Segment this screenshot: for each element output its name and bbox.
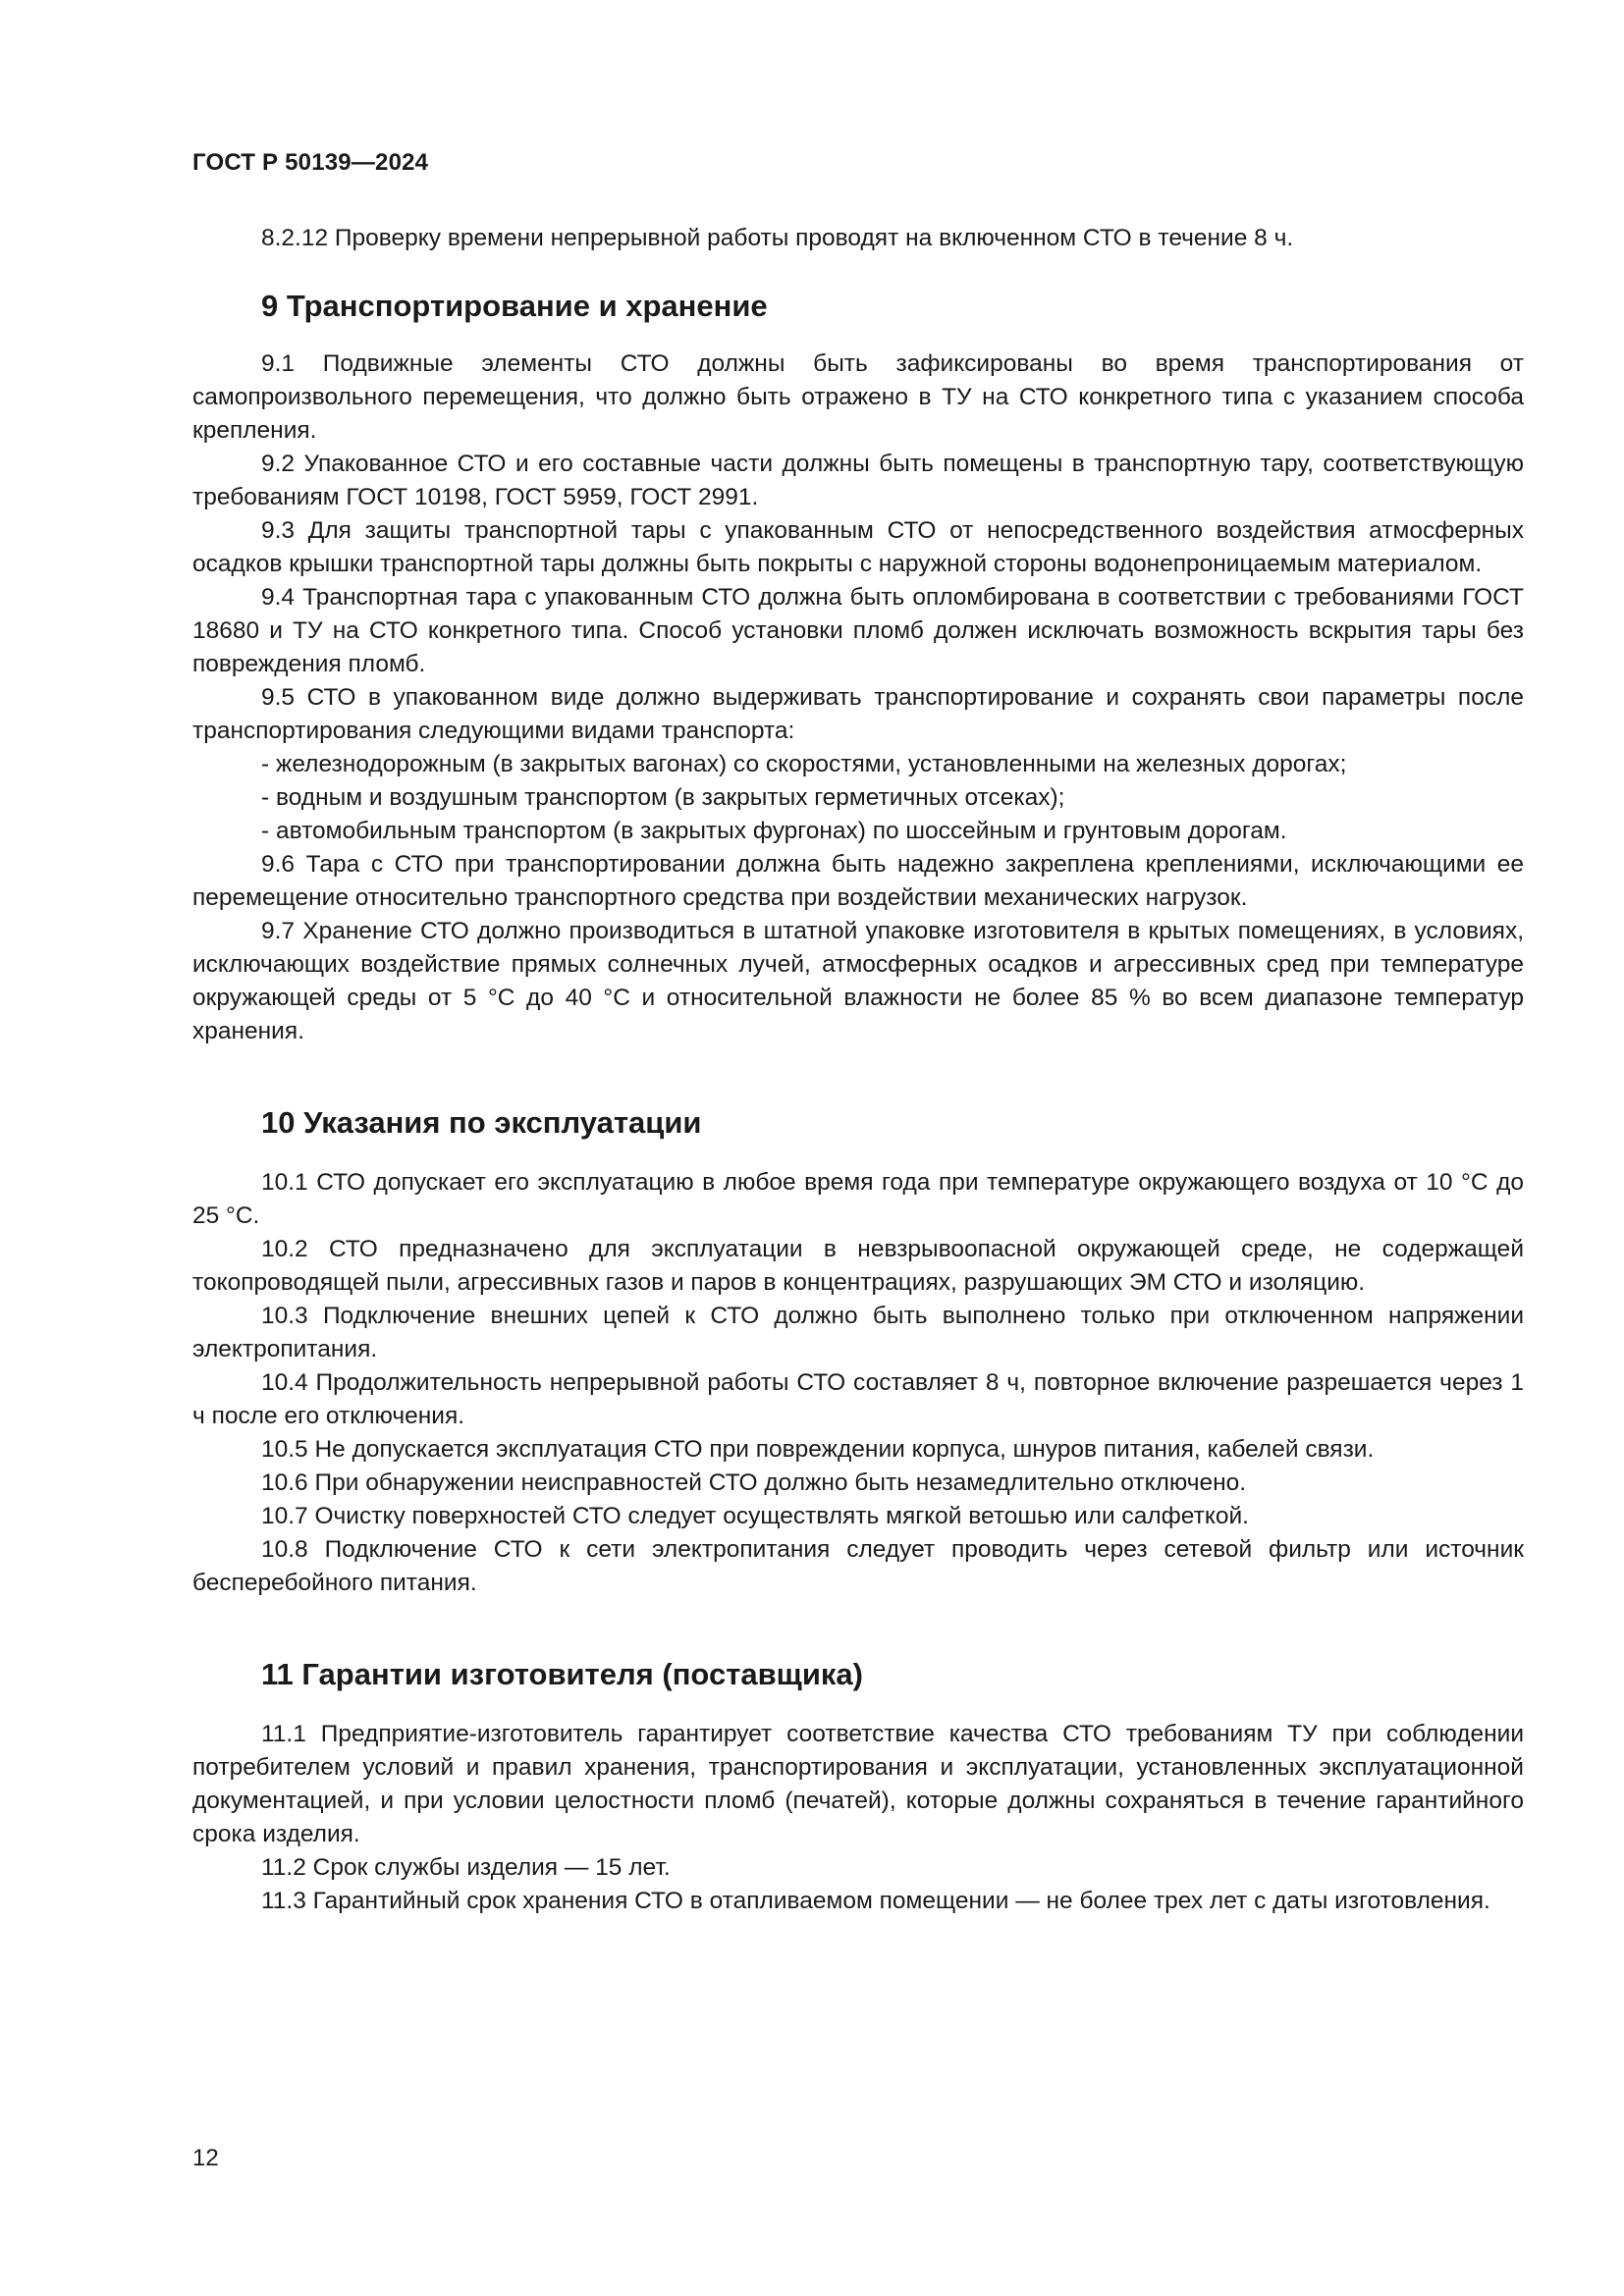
paragraph-10-1: 10.1 СТО допускает его эксплуатацию в любое время года при температуре окружающего воздуха от 10 °С до 25 °С.	[192, 1169, 1524, 1229]
paragraph-10-3: 10.3 Подключение внешних цепей к СТО должно быть выполнено только при отключенном напряжении электропитания.	[192, 1303, 1524, 1362]
paragraph-9-4: 9.4 Транспортная тара с упакованным СТО должна быть опломбирована в соответствии с требованиями ГОСТ 18680 и ТУ на СТО конкретного типа. Способ установки пломб должен исключать возможность вскрытия тары без повреждения пломб.	[192, 584, 1524, 677]
list-item-rail: - железнодорожным (в закрытых вагонах) со скоростями, установленными на железных дорогах;	[261, 751, 1347, 777]
paragraph-10-8: 10.8 Подключение СТО к сети электропитания следует проводить через сетевой фильтр или источник бесперебойного питания.	[192, 1536, 1524, 1596]
standard-designation: ГОСТ Р 50139—2024	[192, 149, 429, 176]
section-11-heading: 11 Гарантии изготовителя (поставщика)	[261, 1657, 863, 1691]
paragraph-9-7: 9.7 Хранение СТО должно производиться в штатной упаковке изготовителя в крытых помещениях, в условиях, исключающих воздействие прямых солнечных лучей, атмосферных осадков и агрессивных сред при температуре окружающей среды от 5 °С до 40 °С и относительной влажности не более 85 % во всем диапазоне температур хранения.	[192, 918, 1524, 1044]
paragraph-10-4: 10.4 Продолжительность непрерывной работы СТО составляет 8 ч, повторное включение разрешается через 1 ч после его отключения.	[192, 1369, 1524, 1429]
paragraph-11-2: 11.2 Срок службы изделия — 15 лет.	[261, 1854, 671, 1881]
paragraph-10-7: 10.7 Очистку поверхностей СТО следует осуществлять мягкой ветошью или салфеткой.	[261, 1503, 1249, 1529]
paragraph-10-6: 10.6 При обнаружении неисправностей СТО должно быть незамедлительно отключено.	[261, 1469, 1247, 1496]
paragraph-11-3: 11.3 Гарантийный срок хранения СТО в отапливаемом помещении — не более трех лет с даты изготовления.	[261, 1888, 1490, 1914]
list-item-road: - автомобильным транспортом (в закрытых фургонах) по шоссейным и грунтовым дорогам.	[261, 818, 1287, 844]
paragraph-9-5: 9.5 СТО в упакованном виде должно выдерживать транспортирование и сохранять свои параметры после транспортирования следующими видами транспорта:	[192, 684, 1524, 744]
page-number: 12	[192, 2145, 219, 2171]
paragraph-10-2: 10.2 СТО предназначено для эксплуатации в невзрывоопасной окружающей среде, не содержащей токопроводящей пыли, агрессивных газов и паров в концентрациях, разрушающих ЭМ СТО и изоляцию.	[192, 1236, 1524, 1296]
section-10-heading: 10 Указания по эксплуатации	[261, 1105, 702, 1140]
document-body	[192, 222, 1524, 1918]
list-item-water-air: - водным и воздушным транспортом (в закрытых герметичных отсеках);	[261, 784, 1065, 811]
paragraph-8-2-12: 8.2.12 Проверку времени непрерывной работы проводят на включенном СТО в течение 8 ч.	[261, 225, 1294, 251]
paragraph-9-6: 9.6 Тара с СТО при транспортировании должна быть надежно закреплена креплениями, исключающими ее перемещение относительно транспортного средства при воздействии механических нагрузок.	[192, 851, 1524, 911]
paragraph-9-3: 9.3 Для защиты транспортной тары с упакованным СТО от непосредственного воздействия атмосферных осадков крышки транспортной тары должны быть покрыты с наружной стороны водонепроницаемым материалом.	[192, 517, 1524, 577]
paragraph-11-1: 11.1 Предприятие-изготовитель гарантирует соответствие качества СТО требованиям ТУ при соблюдении потребителем условий и правил хранения, транспортирования и эксплуатации, установленных эксплуатационной документацией, и при условии целостности пломб (печатей), которые должны сохраняться в течение гарантийного срока изделия.	[192, 1721, 1524, 1847]
paragraph-10-5: 10.5 Не допускается эксплуатация СТО при повреждении корпуса, шнуров питания, кабелей связи.	[261, 1436, 1375, 1463]
paragraph-9-1: 9.1 Подвижные элементы СТО должны быть зафиксированы во время транспортирования от самопроизвольного перемещения, что должно быть отражено в ТУ на СТО конкретного типа с указанием способа крепления.	[192, 350, 1524, 444]
section-9-heading: 9 Транспортирование и хранение	[261, 289, 768, 323]
paragraph-9-2: 9.2 Упакованное СТО и его составные части должны быть помещены в транспортную тару, соответствующую требованиям ГОСТ 10198, ГОСТ 5959, ГОСТ 2991.	[192, 451, 1524, 510]
